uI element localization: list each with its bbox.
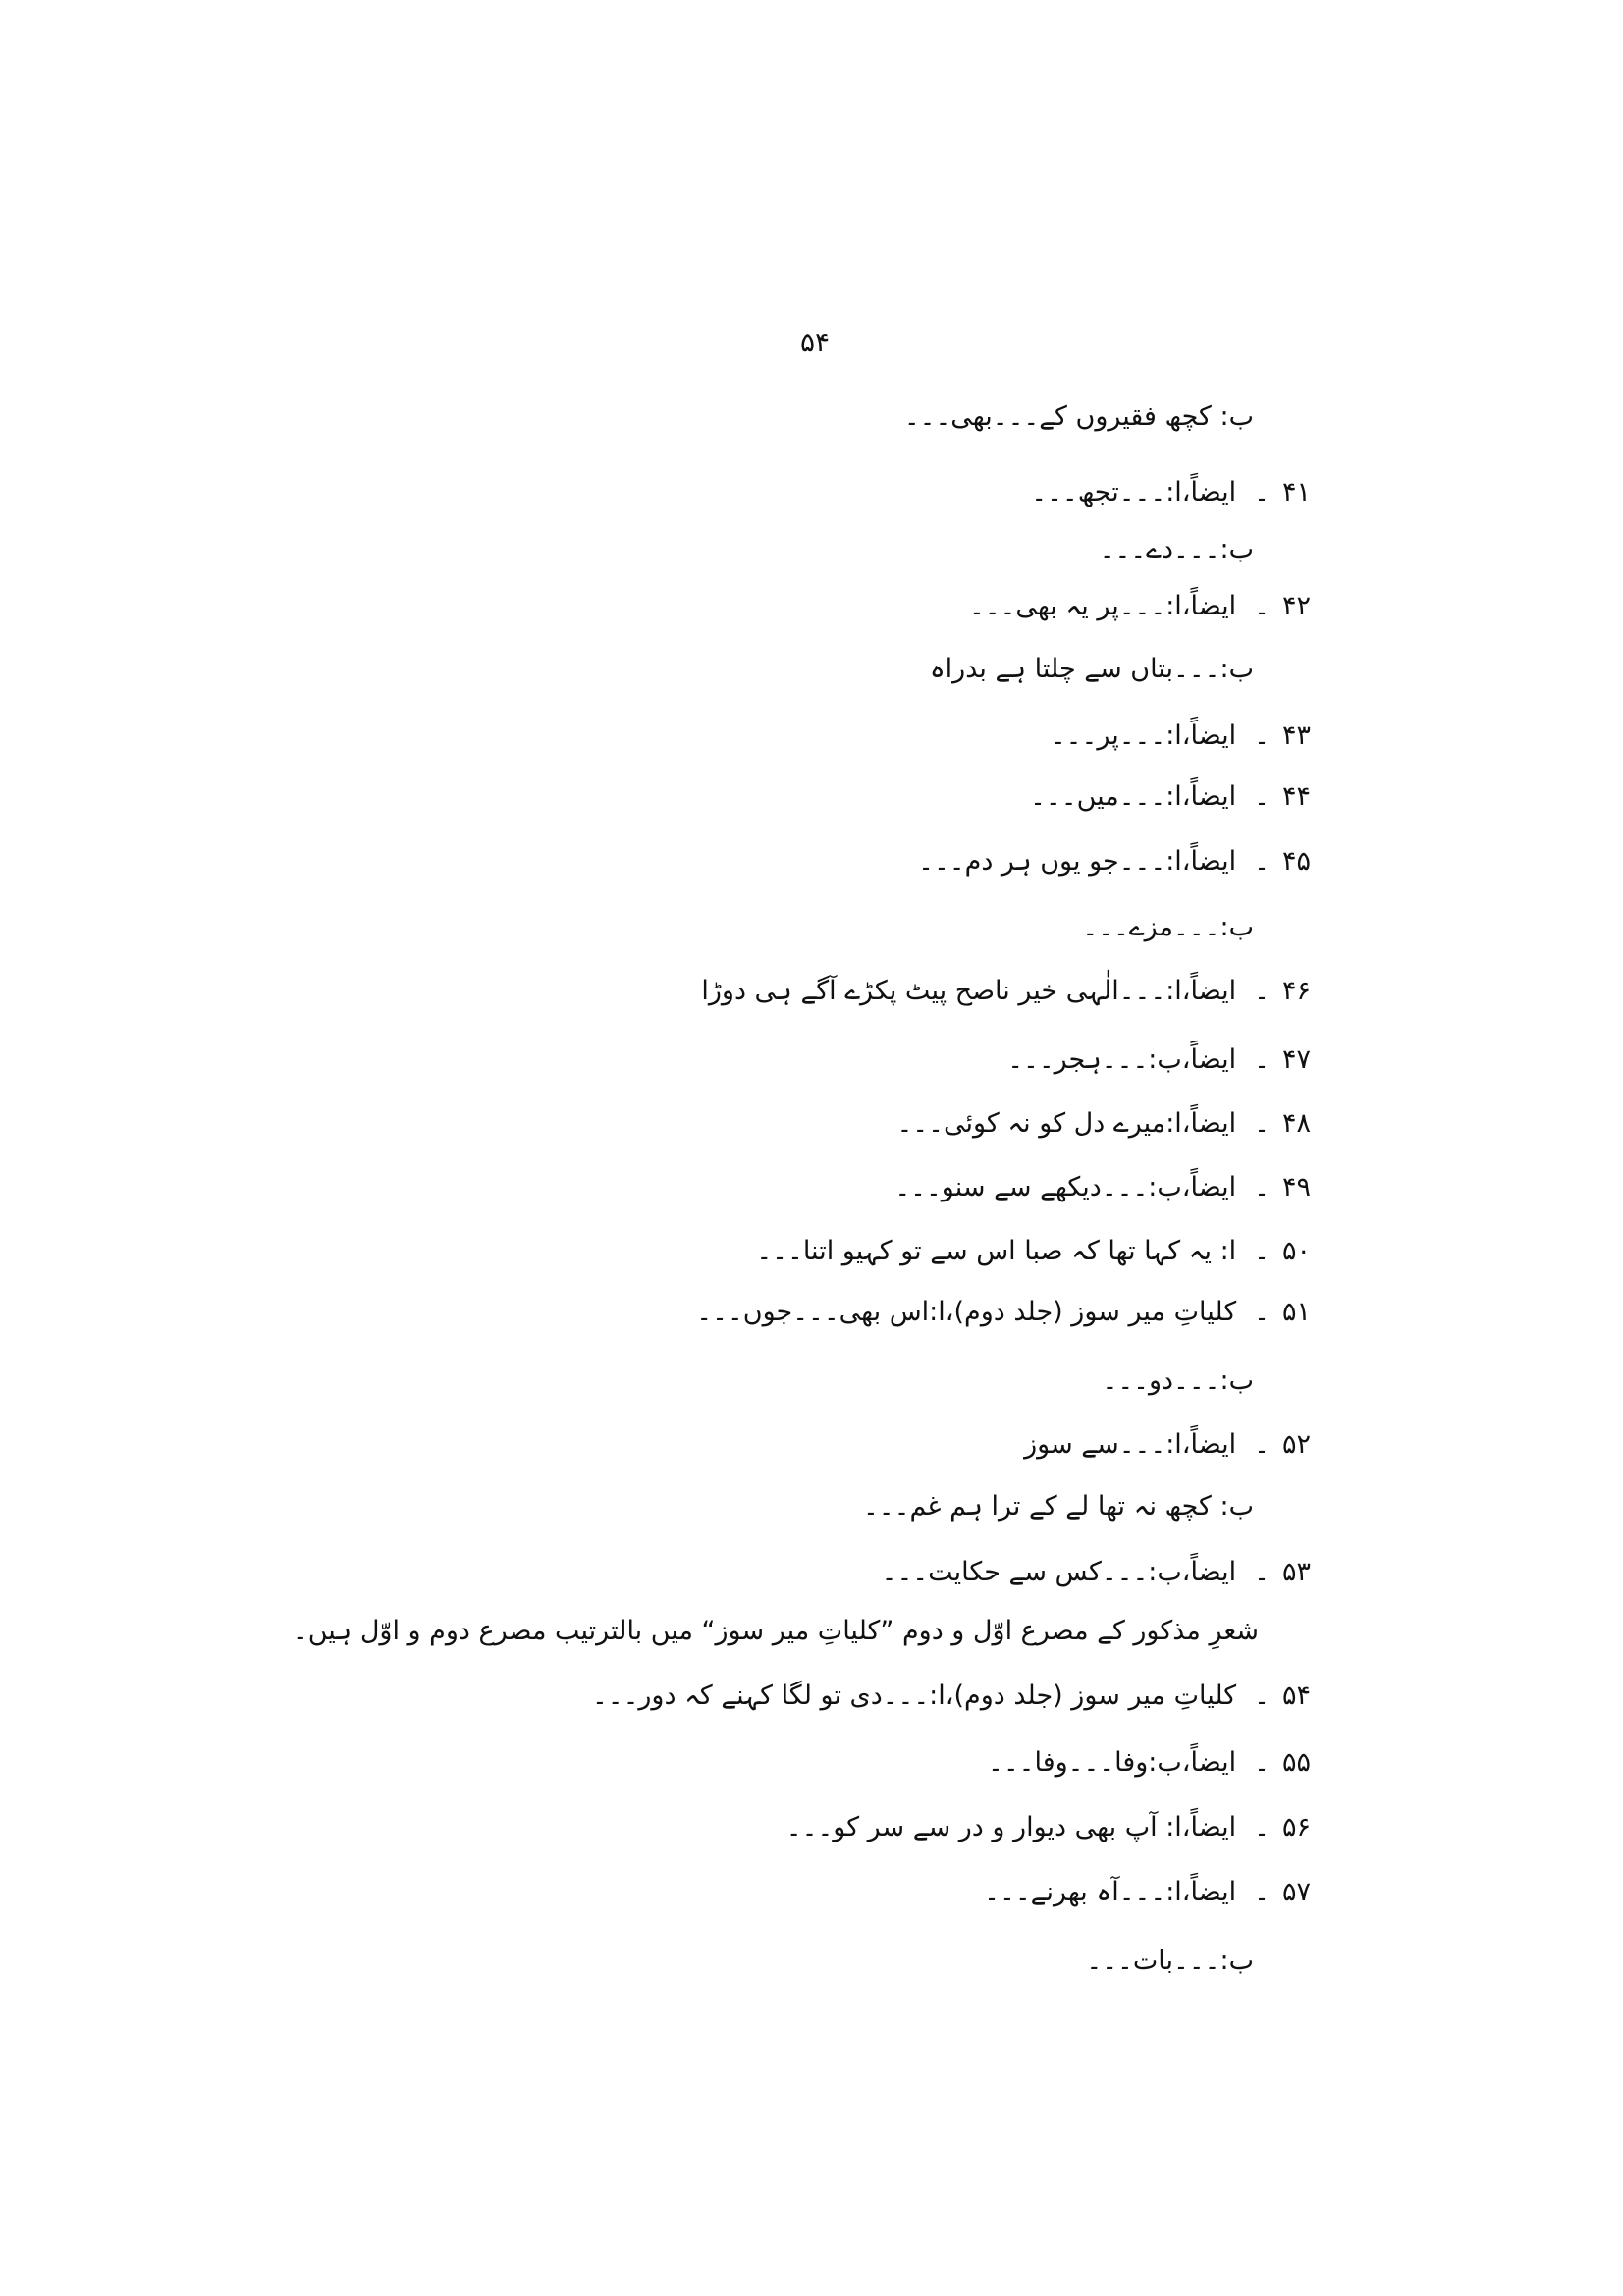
note-text: ایضاً،ا:۔۔۔آہ بھرنے۔۔۔ bbox=[984, 1877, 1237, 1907]
note-separator: ۔ bbox=[1254, 976, 1270, 1006]
note-number: ۴۹ bbox=[1281, 1172, 1311, 1202]
note-text: ایضاً،ا:۔۔۔سے سوز bbox=[1024, 1429, 1237, 1460]
note-separator: ۔ bbox=[1254, 1044, 1270, 1075]
note-text: ب: کچھ فقیروں کے۔۔۔بھی۔۔۔ bbox=[903, 401, 1254, 432]
note-text: ب:۔۔۔بتاں سے چلتا ہے بدراہ bbox=[929, 654, 1254, 684]
note-variant-line bbox=[1086, 1942, 1254, 1981]
note-number: ۴۳ bbox=[1281, 721, 1311, 751]
note-number: ۴۲ bbox=[1281, 591, 1311, 621]
note-text: ایضاً،ا:۔۔۔پر یہ بھی۔۔۔ bbox=[968, 591, 1237, 621]
note-item bbox=[896, 1104, 1311, 1144]
note-number: ۵۷ bbox=[1281, 1877, 1311, 1907]
note-variant-line bbox=[1103, 1362, 1255, 1401]
note-item bbox=[1031, 473, 1311, 512]
note-item bbox=[1030, 777, 1311, 817]
note-text: ایضاً،ا:۔۔۔تجھ۔۔۔ bbox=[1031, 477, 1237, 507]
note-text: ب:۔۔۔بات۔۔۔ bbox=[1086, 1946, 1254, 1976]
note-number: ۵۲ bbox=[1281, 1429, 1311, 1460]
note-text: ایضاً،ا: آپ بھی دیوار و در سے سر کو۔۔۔ bbox=[785, 1812, 1237, 1842]
note-number: ۵۰ bbox=[1281, 1236, 1311, 1266]
note-text: ایضاً،ب:وفا۔۔۔وفا۔۔۔ bbox=[988, 1747, 1237, 1778]
note-item bbox=[1007, 1041, 1311, 1080]
note-separator: ۔ bbox=[1254, 721, 1270, 751]
note-number: ۵۶ bbox=[1281, 1812, 1311, 1842]
note-separator: ۔ bbox=[1254, 1747, 1270, 1778]
note-separator: ۔ bbox=[1254, 1172, 1270, 1202]
note-item bbox=[894, 1168, 1311, 1207]
note-text: ب: کچھ نہ تھا لے کے ترا ہم غم۔۔۔ bbox=[862, 1491, 1254, 1522]
note-variant-line bbox=[930, 650, 1254, 689]
note-item bbox=[918, 842, 1311, 881]
note-text: ب:۔۔۔دو۔۔۔ bbox=[1102, 1365, 1254, 1396]
note-number: ۴۸ bbox=[1281, 1108, 1311, 1139]
note-text: ایضاً،ا:۔۔۔الٰہی خیر ناصح پیٹ پکڑے آگے ہی دوڑا bbox=[701, 976, 1237, 1006]
note-number: ۴۵ bbox=[1281, 846, 1311, 877]
note-separator: ۔ bbox=[1254, 846, 1270, 877]
note-text: ا: یہ کہا تھا کہ صبا اس سے تو کہیو اتنا۔۔۔ bbox=[756, 1236, 1237, 1266]
note-item bbox=[696, 1293, 1311, 1332]
note-separator: ۔ bbox=[1254, 1557, 1270, 1587]
note-number: ۵۴ bbox=[1281, 1681, 1311, 1711]
note-variant-line bbox=[1100, 530, 1254, 569]
note-separator: ۔ bbox=[1254, 1236, 1270, 1266]
note-text: ایضاً،ب:۔۔۔کس سے حکایت۔۔۔ bbox=[881, 1557, 1237, 1587]
note-item bbox=[988, 1743, 1311, 1783]
note-item bbox=[786, 1808, 1311, 1847]
note-number: ۵۵ bbox=[1281, 1747, 1311, 1778]
note-separator: ۔ bbox=[1254, 1297, 1270, 1327]
note-number: ۵۱ bbox=[1281, 1297, 1311, 1327]
note-variant-line bbox=[904, 398, 1254, 437]
note-separator: ۔ bbox=[1254, 1108, 1270, 1139]
note-text: ایضاً،ا:۔۔۔جو یوں ہر دم۔۔۔ bbox=[918, 846, 1237, 877]
note-item bbox=[592, 1677, 1311, 1716]
note-item bbox=[1051, 717, 1311, 756]
note-separator: ۔ bbox=[1254, 781, 1270, 812]
note-text: ایضاً،ا:میرے دل کو نہ کوئی۔۔۔ bbox=[896, 1108, 1237, 1139]
note-text: ایضاً،ب:۔۔۔دیکھے سے سنو۔۔۔ bbox=[894, 1172, 1237, 1202]
note-number: ۴۴ bbox=[1281, 781, 1311, 812]
note-text: ب:۔۔۔مزے۔۔۔ bbox=[1082, 912, 1254, 942]
note-number: ۴۷ bbox=[1281, 1044, 1311, 1075]
note-item bbox=[701, 972, 1311, 1011]
note-variant-line bbox=[1082, 908, 1254, 947]
note-separator: ۔ bbox=[1254, 1812, 1270, 1842]
note-separator: ۔ bbox=[1254, 477, 1270, 507]
note-variant-line bbox=[293, 1612, 1259, 1651]
note-separator: ۔ bbox=[1254, 1681, 1270, 1711]
note-text: کلیاتِ میر سوز (جلد دوم)،ا:۔۔۔دی تو لگا کہنے کہ دور۔۔۔ bbox=[591, 1681, 1237, 1711]
note-item bbox=[969, 587, 1311, 626]
note-item bbox=[756, 1232, 1311, 1271]
note-text: کلیاتِ میر سوز (جلد دوم)،ا:اس بھی۔۔۔جوں۔۔۔ bbox=[696, 1297, 1237, 1327]
note-number: ۴۱ bbox=[1281, 477, 1311, 507]
note-number: ۴۶ bbox=[1281, 976, 1311, 1006]
note-text: ایضاً،ا:۔۔۔میں۔۔۔ bbox=[1030, 781, 1237, 812]
page-number: ۵۴ bbox=[799, 326, 831, 358]
note-separator: ۔ bbox=[1254, 591, 1270, 621]
note-text: ایضاً،ا:۔۔۔پر۔۔۔ bbox=[1050, 721, 1237, 751]
note-item bbox=[882, 1553, 1311, 1592]
note-item bbox=[1024, 1425, 1311, 1465]
note-text: ایضاً،ب:۔۔۔ہجر۔۔۔ bbox=[1007, 1044, 1237, 1075]
note-variant-line bbox=[863, 1487, 1254, 1526]
note-text: شعرِ مذکور کے مصرع اوّل و دوم ”کلیاتِ میر سوز“ میں بالترتیب مصرع دوم و اوّل ہیں۔ bbox=[292, 1616, 1259, 1646]
note-text: ب:۔۔۔دے۔۔۔ bbox=[1099, 534, 1254, 564]
note-separator: ۔ bbox=[1254, 1429, 1270, 1460]
note-separator: ۔ bbox=[1254, 1877, 1270, 1907]
note-item bbox=[984, 1873, 1311, 1912]
note-number: ۵۳ bbox=[1281, 1557, 1311, 1587]
